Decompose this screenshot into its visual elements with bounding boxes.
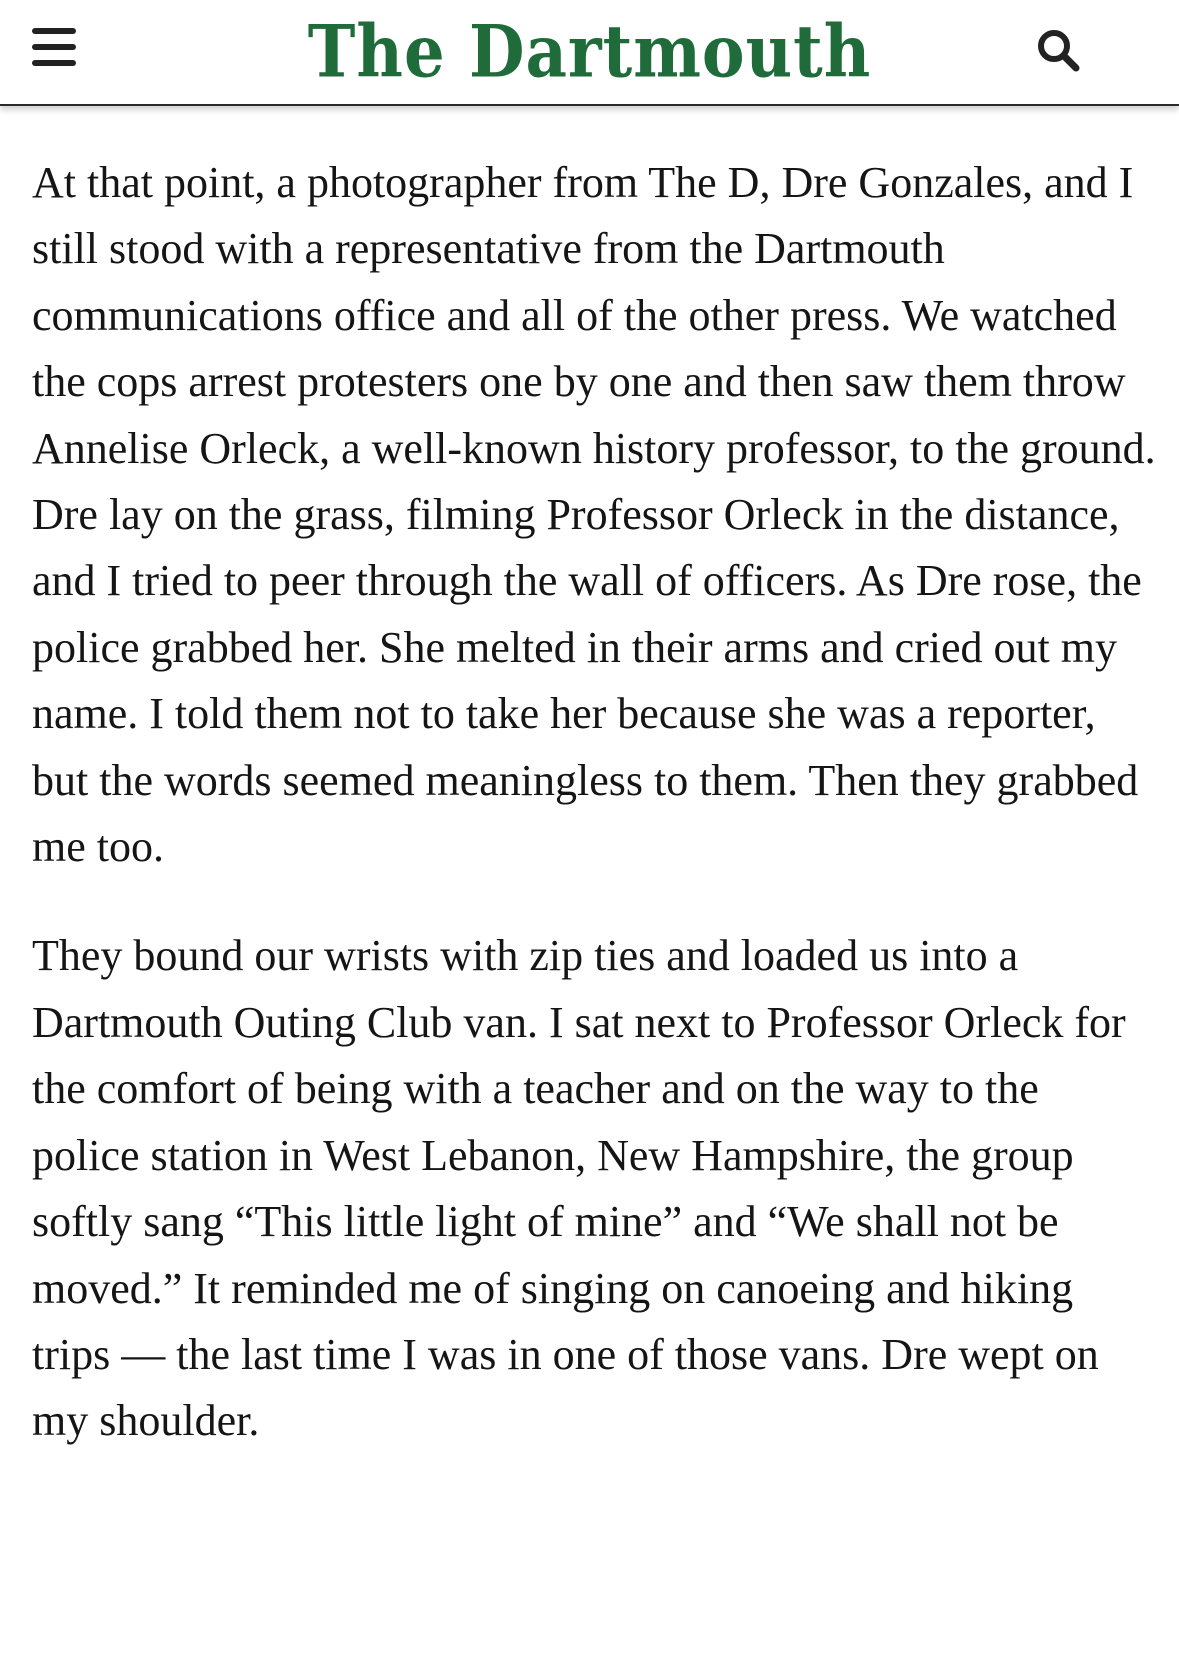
- article-paragraph: They bound our wrists with zip ties and loaded us into a Dartmouth Outing Club van. I sat next to Professor Orleck for the comfort of being with a teacher and on the way to the police station in West Lebanon, New Hampshire, the group softly sang “This little light of mine” and “We shall not be moved.” It reminded me of singing on canoeing and hiking trips — the last time I was in one of those vans. Dre wept on my shoulder.: [32, 931, 1126, 1446]
- masthead-logo[interactable]: The Dartmouth: [307, 10, 872, 95]
- search-icon-graphic: [1034, 26, 1084, 76]
- site-header: [0, 0, 1179, 106]
- article-body: [32, 150, 1157, 1498]
- search-icon[interactable]: [1034, 26, 1084, 76]
- article-paragraph: At that point, a photographer from The D, Dre Gonzales, and I still stood with a representative from the Dartmouth communications office and all of the other press. We watched the cops arrest protesters one by one and then saw them throw Annelise Orleck, a well-known history professor, to the ground. Dre lay on the grass, filming Professor Orleck in the distance, and I tried to peer through the wall of officers. As Dre rose, the police grabbed her. She melted in their arms and cried out my name. I told them not to take her because she was a reporter, but the words seemed meaningless to them. Then they grabbed me too.: [32, 158, 1156, 872]
